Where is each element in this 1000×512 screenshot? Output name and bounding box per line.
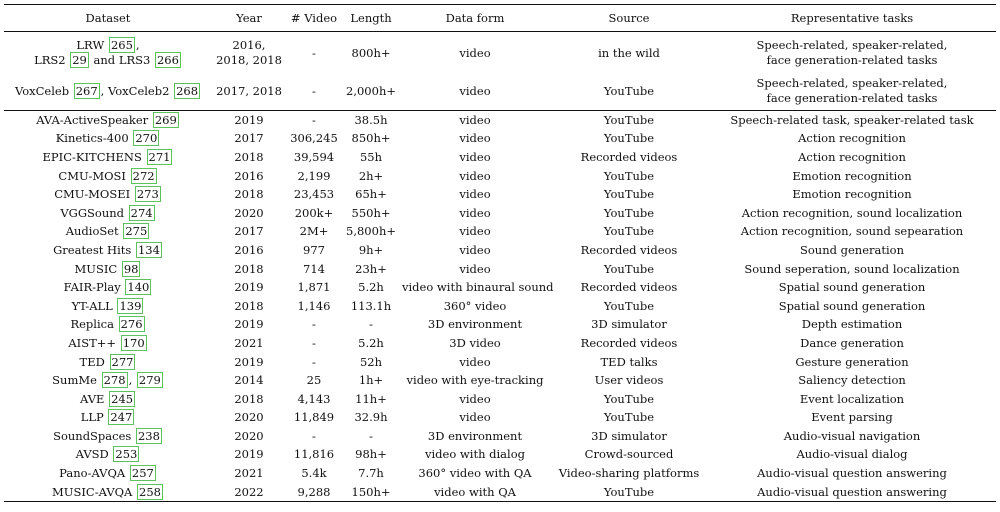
dataset-table (4, 4, 996, 502)
dataset-cell (4, 446, 212, 465)
video-count-cell: - (312, 112, 316, 127)
header-dataset: Dataset (85, 11, 131, 25)
dataset-name: TED (79, 354, 105, 369)
length-cell: 5.2h (358, 335, 384, 350)
dataset-name: VoxCeleb2 (107, 83, 170, 98)
video-count-cell: - (312, 354, 316, 369)
dataset-name: YT-ALL (71, 298, 113, 313)
year-line: 2016, (232, 38, 266, 52)
year-cell: 2018 (234, 149, 264, 164)
video-count-cell: 1,871 (297, 280, 331, 295)
dataset-cell: LRW 265 , LRS2 29 and LRS3 266 (34, 38, 179, 67)
length-cell: 550h+ (351, 205, 391, 220)
dataset-name: FAIR-Play (63, 280, 121, 295)
citation-link[interactable]: 29 (72, 53, 87, 67)
video-count-cell: - (312, 83, 316, 98)
year-cell: 2018 (234, 298, 264, 313)
dataset-cell (4, 223, 212, 242)
table-row (4, 371, 996, 390)
dataset-cell (4, 316, 212, 335)
data-form-cell: 3D environment (427, 317, 523, 332)
citation-link[interactable]: 279 (138, 373, 161, 388)
dataset-cell (4, 204, 212, 223)
year-cell: 2014 (234, 373, 264, 388)
source-cell: Crowd-sourced (584, 447, 674, 462)
tasks-cell: Sound seperation, sound localization (744, 261, 960, 276)
length-cell: 800h+ (351, 45, 391, 60)
year-cell: 2020 (234, 205, 264, 220)
source-cell: YouTube (603, 298, 655, 313)
year-cell: 2021 (234, 466, 264, 481)
tasks-cell (708, 32, 996, 73)
length-cell: 2h+ (358, 168, 384, 183)
dataset-name: AudioSet (65, 224, 119, 239)
video-count-cell: 200k+ (294, 205, 334, 220)
year-cell: 2019 (234, 280, 264, 295)
table-row (4, 185, 996, 204)
length-cell: 9h+ (358, 242, 384, 257)
table-row (4, 297, 996, 316)
length-cell: 23h+ (355, 261, 387, 276)
length-cell: 52h (359, 354, 383, 369)
citation-link[interactable]: 245 (111, 391, 134, 406)
header-data-form: Data form (445, 11, 505, 25)
citation-link[interactable]: 258 (139, 484, 161, 499)
length-cell: 7.7h (358, 466, 384, 481)
citation-link[interactable]: 273 (136, 187, 159, 202)
year-cell: 2019 (234, 112, 264, 127)
source-cell: YouTube (603, 187, 655, 202)
length-cell: 5.2h (358, 280, 384, 295)
year-cell: 2018 (234, 391, 264, 406)
data-form-cell: video (459, 187, 491, 202)
source-cell: YouTube (603, 224, 655, 239)
header-tasks: Representative tasks (790, 11, 914, 25)
citation-link[interactable]: 267 (75, 83, 98, 98)
tasks-cell: Action recognition, sound localization (741, 205, 963, 220)
length-cell: 1h+ (358, 373, 384, 388)
dataset-name: LRS3 (118, 53, 151, 67)
citation-link[interactable]: 278 (103, 373, 126, 388)
source-cell: YouTube (603, 484, 655, 499)
citation-link[interactable]: 274 (130, 205, 153, 220)
length-cell: 2,000h+ (346, 83, 396, 98)
table-row (4, 353, 996, 372)
tasks-cell: Sound generation (800, 242, 904, 257)
dataset-name: Pano-AVQA (59, 466, 126, 481)
source-cell: YouTube (603, 131, 655, 146)
length-cell: 38.5h (354, 112, 388, 127)
dataset-name: AVE (79, 391, 105, 406)
data-form-cell: video (459, 391, 491, 406)
citation-link[interactable]: 134 (137, 242, 160, 257)
source-cell: YouTube (603, 83, 655, 98)
dataset-name: AVSD (75, 447, 109, 462)
video-count-cell: 1,146 (297, 298, 331, 313)
tasks-line: Speech-related, speaker-related, (756, 38, 948, 52)
year-cell: 2022 (234, 484, 264, 499)
citation-link[interactable]: 272 (132, 168, 155, 183)
table-row (4, 316, 996, 335)
data-form-cell: video with binaural sound (402, 280, 554, 295)
video-count-cell: - (312, 335, 316, 350)
video-count-cell: - (312, 428, 316, 443)
citation-link[interactable]: 257 (131, 466, 154, 481)
citation-link[interactable]: 270 (135, 131, 158, 146)
video-count-cell: 977 (303, 242, 325, 257)
source-cell: Recorded videos (580, 335, 678, 350)
data-form-cell: video (459, 45, 491, 60)
tasks-cell: Spatial sound generation (778, 280, 926, 295)
table-row (4, 409, 996, 428)
citation-link[interactable]: 170 (122, 335, 145, 350)
dataset-name: VoxCeleb (14, 83, 70, 98)
data-form-cell: video (459, 168, 491, 183)
dataset-cell (4, 334, 212, 353)
table-row (4, 167, 996, 186)
source-cell: YouTube (603, 168, 655, 183)
source-cell: YouTube (603, 112, 655, 127)
video-count-cell: - (312, 45, 316, 60)
year-cell: 2020 (234, 428, 264, 443)
dataset-cell (4, 130, 212, 149)
dataset-name: MUSIC (74, 261, 118, 276)
dataset-name: LRW (76, 38, 105, 52)
year-cell: 2017 (234, 224, 264, 239)
year-cell: 2019 (234, 317, 264, 332)
tasks-cell: Action recognition (798, 131, 906, 146)
dataset-cell (4, 111, 212, 130)
data-form-cell: 360° video with QA (418, 466, 532, 481)
table-row (4, 390, 996, 409)
data-form-cell: video (459, 224, 491, 239)
data-form-cell: video (459, 131, 491, 146)
table-row (4, 427, 996, 446)
length-cell: - (369, 317, 373, 332)
citation-link[interactable]: 275 (125, 224, 148, 239)
table-row (4, 130, 996, 149)
tasks-cell: Dance generation (800, 335, 904, 350)
data-form-cell: video (459, 83, 491, 98)
year-cell: 2016 (234, 168, 264, 183)
dataset-cell (4, 464, 212, 483)
video-count-cell: 25 (306, 373, 322, 388)
table-row (4, 483, 996, 502)
dataset-name: VGGSound (60, 205, 125, 220)
length-cell: 65h+ (355, 187, 387, 202)
source-cell: YouTube (603, 205, 655, 220)
source-cell: User videos (594, 373, 664, 388)
tasks-cell: Depth estimation (801, 317, 903, 332)
dataset-cell (4, 409, 212, 428)
source-cell: Recorded videos (580, 242, 678, 257)
data-form-cell: video (459, 261, 491, 276)
video-count-cell: 9,288 (297, 484, 331, 499)
dataset-name: CMU-MOSI (58, 168, 126, 183)
dataset-name: CMU-MOSEI (54, 187, 131, 202)
tasks-cell: Saliency detection (798, 373, 906, 388)
citation-link[interactable]: 98 (123, 261, 139, 276)
data-form-cell: 3D environment (427, 428, 523, 443)
source-cell: TED talks (600, 354, 658, 369)
citation-link[interactable]: 276 (120, 317, 143, 332)
year-cell: 2017, 2018 (216, 83, 282, 98)
table-row (4, 241, 996, 260)
dataset-cell (4, 483, 212, 502)
table-row (4, 334, 996, 353)
year-cell: 2019 (234, 447, 264, 462)
video-count-cell: 306,245 (290, 131, 338, 146)
source-cell: Video-sharing platforms (558, 466, 700, 481)
dataset-name: Kinetics-400 (55, 131, 129, 146)
dataset-cell (4, 185, 212, 204)
table-body (4, 32, 996, 111)
data-form-cell: 3D video (449, 335, 501, 350)
tasks-cell: Event parsing (811, 410, 893, 425)
video-count-cell: 2,199 (297, 168, 331, 183)
data-form-cell: video (459, 354, 491, 369)
dataset-cell (4, 427, 212, 446)
video-count-cell: 11,849 (293, 410, 335, 425)
data-form-cell: video (459, 205, 491, 220)
citation-link[interactable]: 238 (137, 428, 160, 443)
year-cell: 2021 (234, 335, 264, 350)
header-video-count: # Video (290, 11, 338, 25)
video-count-cell: - (312, 317, 316, 332)
dataset-cell (4, 148, 212, 167)
dataset-cell (4, 260, 212, 279)
header-source: Source (608, 11, 650, 25)
header-length: Length (350, 11, 392, 25)
dataset-cell: VoxCeleb 267 , VoxCeleb2 268 (14, 83, 199, 98)
dataset-cell (4, 241, 212, 260)
dataset-name: AVA-ActiveSpeaker (36, 112, 149, 127)
source-cell: 3D simulator (591, 317, 667, 332)
data-form-cell: video (459, 149, 491, 164)
table-row (4, 32, 996, 73)
table-row (4, 148, 996, 167)
data-form-cell: video (459, 242, 491, 257)
video-count-cell: 714 (303, 261, 325, 276)
table-row (4, 223, 996, 242)
tasks-cell: Audio-visual dialog (796, 447, 908, 462)
citation-link[interactable]: 140 (127, 280, 150, 295)
table-row (4, 204, 996, 223)
data-form-cell: video (459, 410, 491, 425)
dataset-cell: SumMe 278 , 279 (52, 373, 161, 388)
video-count-cell: 4,143 (297, 391, 331, 406)
table-header (4, 5, 996, 32)
data-form-cell: video with dialog (425, 447, 525, 462)
length-cell: 11h+ (355, 391, 387, 406)
dataset-cell (4, 390, 212, 409)
year-cell: 2019 (234, 354, 264, 369)
tasks-cell: Gesture generation (795, 354, 909, 369)
year-cell: 2018 (234, 261, 264, 276)
citation-link[interactable]: 265 (110, 38, 133, 52)
table-row (4, 464, 996, 483)
source-cell: in the wild (598, 45, 660, 60)
source-cell: YouTube (603, 410, 655, 425)
year-line: 2018, 2018 (216, 53, 282, 67)
tasks-cell: Audio-visual question answering (757, 466, 947, 481)
tasks-cell: Action recognition (798, 149, 906, 164)
citation-link[interactable]: 253 (115, 447, 138, 462)
dataset-cell (4, 278, 212, 297)
tasks-cell: Event localization (799, 391, 905, 406)
tasks-cell: Action recognition, sound sepearation (740, 224, 964, 239)
tasks-cell (708, 72, 996, 111)
dataset-name: EPIC-KITCHENS (42, 149, 142, 164)
citation-link[interactable]: 269 (154, 112, 177, 127)
source-cell: Recorded videos (580, 280, 678, 295)
table-row (4, 278, 996, 297)
table-row (4, 446, 996, 465)
table-row (4, 72, 996, 111)
tasks-cell: Audio-visual question answering (757, 484, 947, 499)
tasks-cell: Emotion recognition (792, 168, 912, 183)
year-cell: 2018 (234, 187, 264, 202)
year-cell: 2016 (234, 242, 264, 257)
data-form-cell: video with QA (434, 484, 516, 499)
dataset-name: Greatest Hits (53, 242, 132, 257)
citation-link[interactable]: 268 (176, 83, 199, 98)
year-cell: 2017 (234, 131, 264, 146)
citation-link[interactable]: 271 (148, 149, 171, 164)
video-count-cell: 2M+ (299, 224, 329, 239)
tasks-cell: Spatial sound generation (778, 298, 926, 313)
tasks-cell: Emotion recognition (792, 187, 912, 202)
video-count-cell: 39,594 (293, 149, 335, 164)
citation-link[interactable]: 277 (111, 354, 134, 369)
table-row (4, 260, 996, 279)
length-cell: - (369, 428, 373, 443)
table-row (4, 111, 996, 130)
citation-link[interactable]: 247 (110, 410, 133, 425)
dataset-cell (4, 297, 212, 316)
year-cell (212, 32, 286, 73)
citation-link[interactable]: 266 (156, 53, 179, 67)
source-cell: 3D simulator (591, 428, 667, 443)
tasks-cell: Audio-visual navigation (783, 428, 921, 443)
year-cell: 2020 (234, 410, 264, 425)
dataset-name: SumMe (52, 373, 97, 388)
dataset-cell (4, 353, 212, 372)
tasks-cell: Speech-related task, speaker-related task (730, 112, 974, 127)
length-cell: 150h+ (351, 484, 391, 499)
length-cell: 113.1h (350, 298, 392, 313)
dataset-name: MUSIC-AVQA (52, 484, 133, 499)
header-year: Year (236, 11, 262, 25)
data-form-cell: 360° video (443, 298, 507, 313)
source-cell: YouTube (603, 391, 655, 406)
video-count-cell: 11,816 (293, 447, 335, 462)
table-body-rows (4, 111, 996, 502)
data-form-cell: video (459, 112, 491, 127)
source-cell: Recorded videos (580, 149, 678, 164)
tasks-line: face generation-related tasks (766, 91, 938, 105)
length-cell: 5,800h+ (346, 224, 396, 239)
dataset-name: SoundSpaces (53, 428, 132, 443)
dataset-cell (4, 167, 212, 186)
dataset-name: LRS2 (34, 53, 66, 67)
tasks-line: face generation-related tasks (766, 53, 938, 67)
citation-link[interactable]: 139 (119, 298, 142, 313)
video-count-cell: 23,453 (293, 187, 335, 202)
tasks-line: Speech-related, speaker-related, (756, 76, 948, 90)
video-count-cell: 5.4k (301, 466, 327, 481)
length-cell: 32.9h (354, 410, 388, 425)
length-cell: 55h (359, 149, 383, 164)
length-cell: 850h+ (351, 131, 391, 146)
dataset-name: AIST++ (68, 335, 117, 350)
length-cell: 98h+ (355, 447, 387, 462)
source-cell: YouTube (603, 261, 655, 276)
dataset-name: Replica (70, 317, 114, 332)
dataset-name: LLP (80, 410, 104, 425)
data-form-cell: video with eye-tracking (406, 373, 544, 388)
